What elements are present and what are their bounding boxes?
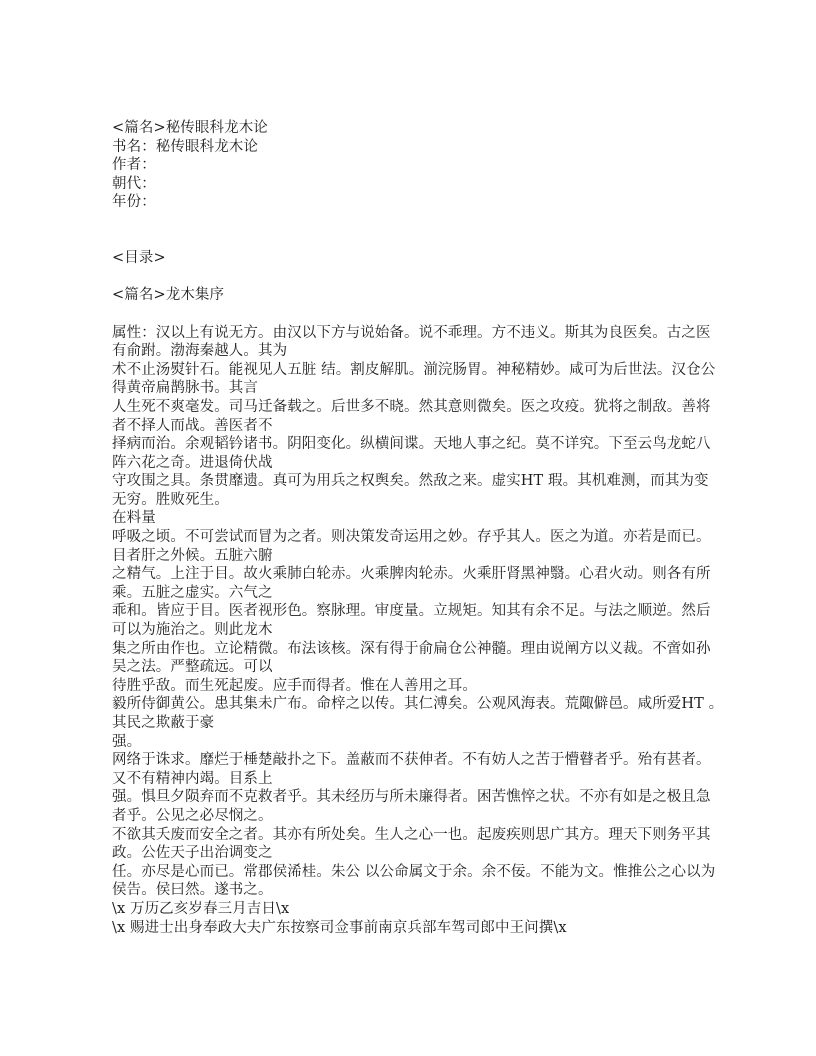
body-text-line: 者乎。公见之必尽悯之。: [112, 807, 273, 824]
body-text-line: 其民之欺蔽于豪: [112, 715, 215, 731]
body-text-line: 强。: [112, 733, 142, 750]
body-block: [112, 324, 752, 938]
body-text-line: 网络于诛求。靡烂于棰楚敲扑之下。盖蔽而不获伸者。不有妨人之苦于懵瞽者乎。殆有甚者。: [112, 752, 711, 769]
body-text-line: 无穷。胜败死生。: [112, 491, 229, 508]
blank-lines: [112, 212, 752, 249]
body-text-line: 又不有精神内竭。目系上: [112, 770, 273, 787]
body-text-line: 人生死不爽毫发。司马迁备载之。后世多不晓。然其意则微矣。医之攻疫。犹将之制敌。善将: [112, 398, 711, 415]
metadata-block: [112, 119, 752, 212]
body-text-line: 毅所侍御黄公。患其集未广布。命梓之以传。其仁溥矣。公观风海表。荒陬僻邑。咸所爱HT 。: [112, 696, 724, 713]
body-text-line: 之精气。上注于目。故火乘肺白轮赤。火乘脾肉轮赤。火乘肝肾黑神翳。心君火动。则各有所: [112, 566, 711, 583]
body-text-line: 乖和。皆应于目。医者视形色。察脉理。审度量。立规矩。知其有余不足。与法之顺逆。然后: [112, 603, 711, 620]
body-text-line: 乘。五脏之虚实。六气之: [112, 584, 273, 601]
body-text-line: 者不择人而战。善医者不: [112, 417, 273, 434]
blank-line: [112, 268, 752, 287]
body-text-line: \x 赐进士出身奉政大夫广东按察司佥事前南京兵部车驾司郎中王问撰\x: [112, 919, 567, 936]
toc-heading: <目录>: [112, 250, 166, 267]
body-text-line: 政。公佐天子出治调变之: [112, 845, 273, 862]
blank-line: [112, 305, 752, 324]
body-text-line: 在料量: [112, 510, 156, 527]
metadata-line: 年份：: [112, 194, 156, 211]
body-text-line: 集之所由作也。立论精微。布法该核。深有得于俞扁仓公神髓。理由说阐方以义裁。不啻如孙: [112, 640, 711, 657]
body-text-line: 择病而治。余观韬钤诸书。阴阳变化。纵横间谍。天地人事之纪。莫不详究。下至云鸟龙蛇八: [112, 436, 711, 453]
body-text-line: 有俞跗。渤海秦越人。其为: [112, 343, 288, 360]
body-text-line: 吴之法。严整疏远。可以: [112, 659, 273, 676]
body-text-line: 不欲其夭废而安全之者。其亦有所处矣。生人之心一也。起废疾则思广其方。理天下则务平其: [112, 826, 711, 843]
section-heading: <篇名>龙木集序: [112, 287, 225, 304]
body-text-line: 守攻围之具。条贯靡遗。真可为用兵之权舆矣。然敌之来。虚实HT 瑕。其机难测，而其为变: [112, 473, 709, 490]
metadata-line: <篇名>秘传眼科龙木论: [112, 120, 268, 136]
body-text-line: 阵六花之奇。进退倚伏战: [112, 454, 273, 471]
body-text-line: 侯告。侯曰然。遂书之。: [112, 882, 273, 899]
body-text-line: 呼吸之顷。不可尝试而冒为之者。则决策发奇运用之妙。存乎其人。医之为道。亦若是而已。: [112, 529, 711, 546]
body-text-line: 可以为施治之。则此龙木: [112, 622, 273, 639]
body-text-line: 术不止汤熨针石。能视见人五脏 结。割皮解肌。湔浣肠胃。神秘精妙。咸可为后世法。汉仓公: [112, 361, 716, 378]
metadata-line: 朝代：: [112, 175, 156, 192]
document-text: [112, 119, 752, 937]
metadata-line: 书名：秘传眼科龙木论: [112, 138, 258, 155]
body-text-line: 属性：汉以上有说无方。由汉以下方与说始备。说不乖理。方不违义。斯其为良医矣。古之医: [112, 324, 711, 341]
body-text-line: 待胜乎敌。而生死起废。应手而得者。惟在人善用之耳。: [112, 677, 477, 694]
body-text-line: 目者肝之外候。五脏六腑: [112, 547, 273, 564]
body-text-line: 任。亦尽是心而已。常郡侯浠桂。朱公 以公命属文于余。余不佞。不能为文。惟推公之心以为: [112, 863, 716, 880]
body-text-line: \x 万历乙亥岁春三月吉日\x: [112, 900, 290, 917]
metadata-line: 作者：: [112, 157, 156, 174]
body-text-line: 强。惧旦夕陨弃而不克救者乎。其未经历与所未廉得者。困苦憔悴之状。不亦有如是之极且急: [112, 789, 711, 806]
body-text-line: 得黄帝扁鹊脉书。其言: [112, 380, 258, 397]
